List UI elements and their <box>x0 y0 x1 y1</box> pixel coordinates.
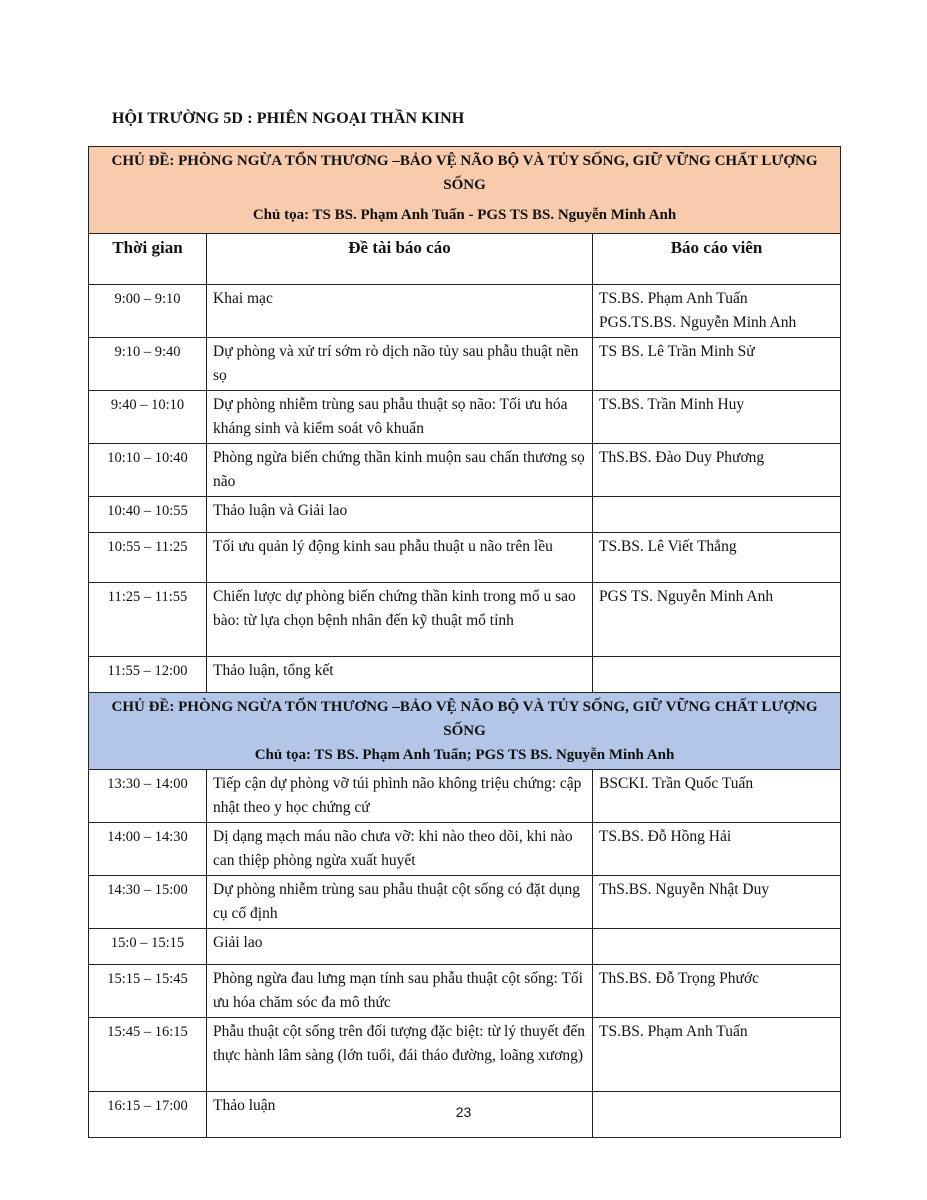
time-cell: 9:40 – 10:10 <box>89 391 207 444</box>
speaker-cell: TS.BS. Phạm Anh Tuấn <box>593 1018 841 1092</box>
table-row <box>89 876 841 929</box>
table-row <box>89 965 841 1018</box>
speaker-cell <box>593 929 841 965</box>
topic-cell: Dị dạng mạch máu não chưa vỡ: khi nào theo dõi, khi nào can thiệp phòng ngừa xuất huyết <box>207 823 593 876</box>
schedule-table <box>88 146 841 1138</box>
time-cell: 10:10 – 10:40 <box>89 444 207 497</box>
page-number: 23 <box>455 1104 472 1120</box>
time-cell: 9:10 – 9:40 <box>89 338 207 391</box>
topic-cell: Thảo luận <box>207 1092 593 1138</box>
table-row <box>89 770 841 823</box>
topic-cell: Phòng ngừa đau lưng mạn tính sau phẫu thuật cột sống: Tối ưu hóa chăm sóc đa mô thức <box>207 965 593 1018</box>
time-cell: 15:45 – 16:15 <box>89 1018 207 1092</box>
time-cell: 14:00 – 14:30 <box>89 823 207 876</box>
speaker-cell: TS.BS. Trần Minh Huy <box>593 391 841 444</box>
table-row <box>89 391 841 444</box>
topic-cell: Giải lao <box>207 929 593 965</box>
table-row <box>89 444 841 497</box>
speaker-cell: TS.BS. Lê Viết Thắng <box>593 533 841 583</box>
topic-cell: Tiếp cận dự phòng vỡ túi phình não không triệu chứng: cập nhật theo y học chứng cứ <box>207 770 593 823</box>
topic-cell: Thảo luận, tổng kết <box>207 657 593 693</box>
session-2-title: CHỦ ĐỀ: PHÒNG NGỪA TỔN THƯƠNG –BẢO VỆ NÃO BỘ VÀ TỦY SỐNG, GIỮ VỮNG CHẤT LƯỢNG SỐNG <box>111 699 818 739</box>
speaker-cell: TS.BS. Đỗ Hồng Hải <box>593 823 841 876</box>
table-row <box>89 533 841 583</box>
topic-cell: Dự phòng nhiễm trùng sau phẫu thuật sọ não: Tối ưu hóa kháng sinh và kiểm soát vô khuẩn <box>207 391 593 444</box>
topic-cell: Phẫu thuật cột sống trên đối tượng đặc biệt: từ lý thuyết đến thực hành lâm sàng (lớn tuổi, đái tháo đường, loãng xương) <box>207 1018 593 1092</box>
time-cell: 15:0 – 15:15 <box>89 929 207 965</box>
column-header-speaker: Báo cáo viên <box>593 234 841 285</box>
table-row <box>89 823 841 876</box>
time-cell: 11:55 – 12:00 <box>89 657 207 693</box>
session-1-chair: Chủ tọa: TS BS. Phạm Anh Tuấn - PGS TS BS. Nguyễn Minh Anh <box>252 207 677 223</box>
topic-cell: Thảo luận và Giải lao <box>207 497 593 533</box>
table-row <box>89 338 841 391</box>
column-header-topic: Đề tài báo cáo <box>207 234 593 285</box>
column-header-row <box>89 234 841 285</box>
hall-title: HỘI TRƯỜNG 5D : PHIÊN NGOẠI THẦN KINH <box>112 110 465 127</box>
time-cell: 10:40 – 10:55 <box>89 497 207 533</box>
speaker-cell: PGS TS. Nguyễn Minh Anh <box>593 583 841 657</box>
speaker-cell: ThS.BS. Nguyễn Nhật Duy <box>593 876 841 929</box>
session-1-header <box>89 147 841 234</box>
speaker-cell: ThS.BS. Đào Duy Phương <box>593 444 841 497</box>
speaker-cell: TS BS. Lê Trần Minh Sử <box>593 338 841 391</box>
topic-cell: Khai mạc <box>207 285 593 338</box>
topic-cell: Tối ưu quản lý động kinh sau phẫu thuật u não trên lều <box>207 533 593 583</box>
table-row <box>89 583 841 657</box>
session-2-chair: Chủ tọa: TS BS. Phạm Anh Tuấn; PGS TS BS. Nguyễn Minh Anh <box>254 747 675 763</box>
topic-cell: Phòng ngừa biến chứng thần kinh muộn sau chấn thương sọ não <box>207 444 593 497</box>
session-1-title: CHỦ ĐỀ: PHÒNG NGỪA TỔN THƯƠNG –BẢO VỆ NÃO BỘ VÀ TỦY SỐNG, GIỮ VỮNG CHẤT LƯỢNG SỐNG <box>111 153 818 193</box>
speaker-cell: BSCKI. Trần Quốc Tuấn <box>593 770 841 823</box>
table-row <box>89 285 841 338</box>
time-cell: 15:15 – 15:45 <box>89 965 207 1018</box>
table-row <box>89 497 841 533</box>
time-cell: 14:30 – 15:00 <box>89 876 207 929</box>
time-cell: 16:15 – 17:00 <box>89 1092 207 1138</box>
time-cell: 9:00 – 9:10 <box>89 285 207 338</box>
speaker-cell <box>593 497 841 533</box>
table-row <box>89 929 841 965</box>
time-cell: 10:55 – 11:25 <box>89 533 207 583</box>
time-cell: 13:30 – 14:00 <box>89 770 207 823</box>
time-cell: 11:25 – 11:55 <box>89 583 207 657</box>
speaker-cell <box>593 657 841 693</box>
topic-cell: Chiến lược dự phòng biến chứng thần kinh trong mổ u sao bào: từ lựa chọn bệnh nhân đến kỹ thuật mổ tỉnh <box>207 583 593 657</box>
topic-cell: Dự phòng và xử trí sớm rò dịch não tủy sau phẫu thuật nền sọ <box>207 338 593 391</box>
speaker-cell: TS.BS. Phạm Anh Tuấn PGS.TS.BS. Nguyễn Minh Anh <box>593 285 841 338</box>
speaker-cell: ThS.BS. Đỗ Trọng Phước <box>593 965 841 1018</box>
table-row <box>89 1018 841 1092</box>
session-2-header <box>89 693 841 770</box>
topic-cell: Dự phòng nhiễm trùng sau phẫu thuật cột sống có đặt dụng cụ cố định <box>207 876 593 929</box>
table-row <box>89 657 841 693</box>
column-header-time: Thời gian <box>89 234 207 285</box>
